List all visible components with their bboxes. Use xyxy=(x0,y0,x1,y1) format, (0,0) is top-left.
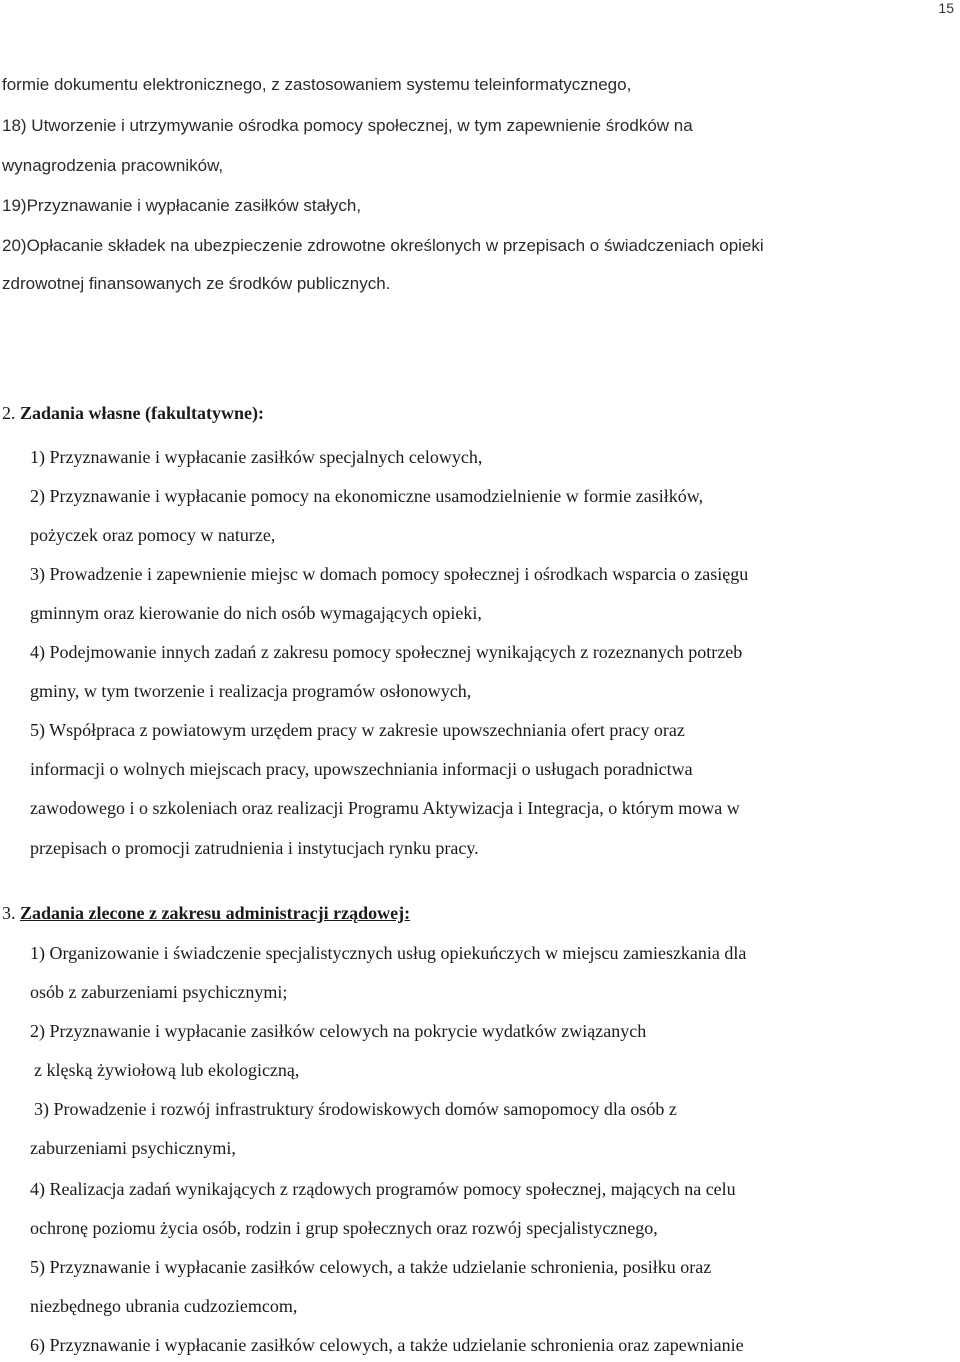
section3-number: 3. xyxy=(2,903,16,923)
section1-line: 18) Utworzenie i utrzymywanie ośrodka pomocy społecznej, w tym zapewnienie środków na xyxy=(2,116,693,135)
section3-line: 2) Przyznawanie i wypłacanie zasiłków celowych na pokrycie wydatków związanych xyxy=(30,1021,647,1041)
section3-line: osób z zaburzeniami psychicznymi; xyxy=(30,982,288,1002)
section3-title: Zadania zlecone z zakresu administracji rządowej: xyxy=(20,903,411,923)
section2-line: zawodowego i o szkoleniach oraz realizacji Programu Aktywizacja i Integracja, o którym mowa w xyxy=(30,798,740,818)
section2-title: Zadania własne (fakultatywne): xyxy=(20,403,265,423)
section1-line: 19)Przyznawanie i wypłacanie zasiłków stałych, xyxy=(2,196,362,215)
section3-line: ochronę poziomu życia osób, rodzin i grup społecznych oraz rozwój specjalistycznego, xyxy=(30,1218,658,1238)
section2-line: 2) Przyznawanie i wypłacanie pomocy na ekonomiczne usamodzielnienie w formie zasiłków, xyxy=(30,486,704,506)
section2-line: przepisach o promocji zatrudnienia i instytucjach rynku pracy. xyxy=(30,838,479,858)
section2-line: pożyczek oraz pomocy w naturze, xyxy=(30,525,276,545)
section1-line: wynagrodzenia pracowników, xyxy=(2,156,224,175)
section3-line: z klęską żywiołową lub ekologiczną, xyxy=(34,1060,300,1080)
section3-line: 6) Przyznawanie i wypłacanie zasiłków celowych, a także udzielanie schronienia oraz zapewnianie xyxy=(30,1335,744,1355)
section1-line: zdrowotnej finansowanych ze środków publicznych. xyxy=(2,274,391,293)
section3-line: niezbędnego ubrania cudzoziemcom, xyxy=(30,1296,298,1316)
section1-line: 20)Opłacanie składek na ubezpieczenie zdrowotne określonych w przepisach o świadczeniach opieki xyxy=(2,236,764,255)
page-number: 15 xyxy=(938,0,954,16)
section2-line: 5) Współpraca z powiatowym urzędem pracy w zakresie upowszechniania ofert pracy oraz xyxy=(30,720,685,740)
section3-line: 5) Przyznawanie i wypłacanie zasiłków celowych, a także udzielanie schronienia, posiłku oraz xyxy=(30,1257,712,1277)
section3-heading xyxy=(2,902,410,924)
section1-line: formie dokumentu elektronicznego, z zastosowaniem systemu teleinformatycznego, xyxy=(2,75,632,94)
section3-line: 1) Organizowanie i świadczenie specjalistycznych usług opiekuńczych w miejscu zamieszkania dla xyxy=(30,943,747,963)
section2-heading xyxy=(2,402,264,424)
section2-line: gminnym oraz kierowanie do nich osób wymagających opieki, xyxy=(30,603,482,623)
section3-line: 4) Realizacja zadań wynikających z rządowych programów pomocy społecznej, mających na celu xyxy=(30,1179,736,1199)
section3-line: 3) Prowadzenie i rozwój infrastruktury środowiskowych domów samopomocy dla osób z xyxy=(34,1099,677,1119)
section2-number: 2. xyxy=(2,403,16,423)
section2-line: informacji o wolnych miejscach pracy, upowszechniania informacji o usługach poradnictwa xyxy=(30,759,693,779)
section2-line: gminy, w tym tworzenie i realizacja programów osłonowych, xyxy=(30,681,472,701)
section3-line: zaburzeniami psychicznymi, xyxy=(30,1138,236,1158)
section2-line: 1) Przyznawanie i wypłacanie zasiłków specjalnych celowych, xyxy=(30,447,483,467)
section2-line: 4) Podejmowanie innych zadań z zakresu pomocy społecznej wynikających z rozeznanych potrzeb xyxy=(30,642,743,662)
section2-line: 3) Prowadzenie i zapewnienie miejsc w domach pomocy społecznej i ośrodkach wsparcia o zasięgu xyxy=(30,564,749,584)
